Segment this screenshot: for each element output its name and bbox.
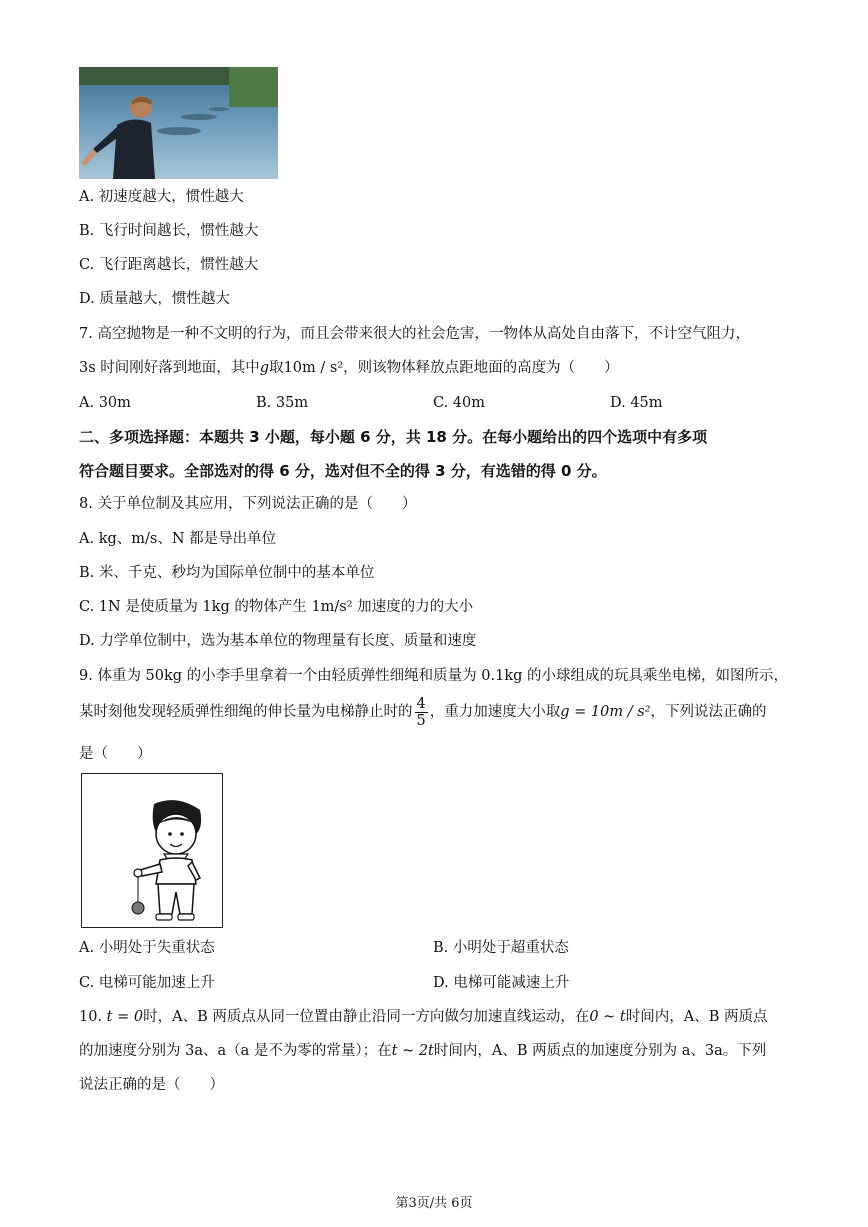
q10-stem-line1: 10. t = 0时，A、B 两质点从同一位置由静止沿同一方向做匀加速直线运动，在0 ~ t时间内，A、B 两质点 [79,1009,768,1025]
q8-option-d: D. 力学单位制中，选为基本单位的物理量有长度、质量和速度 [79,633,477,649]
q7-stem-line2: 3s 时间刚好落到地面，其中g取10m / s²，则该物体释放点距地面的高度为（ ） [79,360,619,376]
q9-option-c: C. 电梯可能加速上升 [79,975,215,991]
q10-stem-line2: 的加速度分别为 3a、a（a 是不为零的常量）；在t ~ 2t时间内，A、B 两质点的加速度分别为 a、3a。下列 [79,1043,767,1059]
boy-yoyo-figure [81,773,223,928]
q10-stem-line3: 说法正确的是（ ） [79,1077,224,1093]
q7-option-c: C. 40m [433,395,485,411]
q6-option-c: C. 飞行距离越长，惯性越大 [79,257,259,273]
q7-option-d: D. 45m [610,395,663,411]
q6-option-b: B. 飞行时间越长，惯性越大 [79,223,259,239]
q8-stem: 8. 关于单位制及其应用，下列说法正确的是（ ） [79,496,417,512]
q9-option-d: D. 电梯可能减速上升 [433,975,570,991]
q9-option-a: A. 小明处于失重状态 [79,940,215,956]
page-footer: 第3页/共 6页 [395,1196,473,1211]
q7-stem-line1: 7. 高空抛物是一种不文明的行为，而且会带来很大的社会危害，一物体从高处自由落下，不计空气阻力， [79,326,750,342]
stone-skipping-photo [79,67,278,179]
q7-option-b: B. 35m [256,395,309,411]
q9-option-b: B. 小明处于超重状态 [433,940,569,956]
q8-option-a: A. kg、m/s、N 都是导出单位 [79,531,277,547]
q6-option-d: D. 质量越大，惯性越大 [79,291,230,307]
q8-option-b: B. 米、千克、秒均为国际单位制中的基本单位 [79,565,375,581]
q7-option-a: A. 30m [79,395,131,411]
q6-option-a: A. 初速度越大，惯性越大 [79,189,244,205]
q9-stem-line1: 9. 体重为 50kg 的小李手里拿着一个由轻质弹性细绳和质量为 0.1kg 的小球组成的玩具乘坐电梯，如图所示， [79,668,789,684]
q8-option-c: C. 1N 是使质量为 1kg 的物体产生 1m/s² 加速度的力的大小 [79,599,474,615]
q9-stem-line2: 某时刻他发现轻质弹性细绳的伸长量为电梯静止时的 $\frac{4}{5}$ ，重力加速度大小取g = 10m / s²，下列说法正确的 [79,695,767,729]
q9-stem-line3: 是（ ） [79,746,152,762]
section2-heading-line1: 二、多项选择题：本题共 3 小题，每小题 6 分，共 18 分。在每小题给出的四个选项中有多项 [79,428,708,446]
section2-heading-line2: 符合题目要求。全部选对的得 6 分，选对但不全的得 3 分，有选错的得 0 分。 [79,462,607,480]
fraction-four-fifths: $\frac{4}{5}$ [416,695,426,729]
